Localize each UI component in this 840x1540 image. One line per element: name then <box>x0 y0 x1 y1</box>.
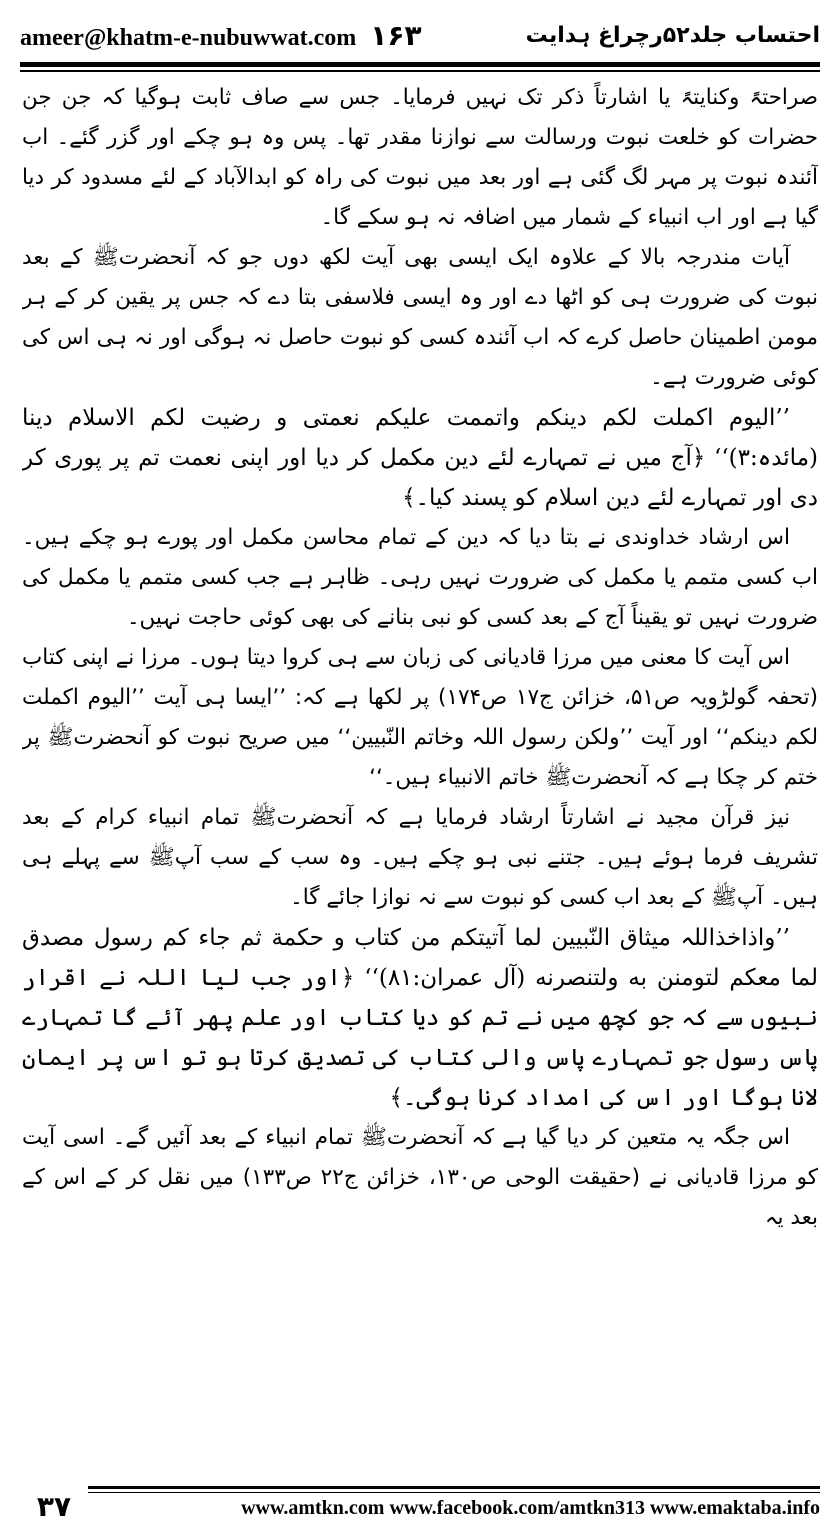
paragraph: نیز قرآن مجید نے اشارتاً ارشاد فرمایا ہے کہ آنحضرتﷺ تمام انبیاء کرام کے بعد تشریف فرما ہوئے ہیں۔ جتنے نبی ہو چکے ہیں۔ وہ سب کے سب آپﷺ سے پہلے ہی ہیں۔ آپﷺ کے بعد اب کسی کو نبوت سے نہ نوازا جائے گا۔ <box>22 805 818 910</box>
header-rule-thin <box>20 70 820 72</box>
footer-links: www.amtkn.com www.facebook.com/amtkn313 www.emaktaba.info <box>241 1497 820 1519</box>
paragraph: اس جگہ یہ متعین کر دیا گیا ہے کہ آنحضرتﷺ تمام انبیاء کے بعد آئیں گے۔ اسی آیت کو مرزا قادیانی نے (حقیقت الوحی ص۱۳۰، خزائن ج۲۲ ص۱۳۳) میں نقل کر کے اس کے بعد یہ <box>22 1125 818 1230</box>
header-left <box>20 19 422 52</box>
page-body <box>22 78 818 1468</box>
header-rule <box>20 62 820 67</box>
running-title: احتساب جلد۵۲رچراغ ہدایت <box>525 22 820 48</box>
quran-quote-paragraph: ’’الیوم اکملت لکم دینکم واتممت علیکم نعمتی و رضیت لکم الاسلام دینا (مائدہ:۳)‘‘ ﴿آج میں نے تمہارے لئے دین مکمل کر دیا اور اپنی نعمت تم پر پوری کر دی اور تمہارے لئے دین اسلام کو پسند کیا۔﴾ <box>22 405 818 511</box>
page-footer <box>20 1486 820 1526</box>
paragraph: اس آیت کا معنی میں مرزا قادیانی کی زبان سے ہی کروا دیتا ہوں۔ مرزا نے اپنی کتاب (تحفہ گولڑویہ ص۵۱، خزائن ج۱۷ ص۱۷۴) پر لکھا ہے کہ: ’’ایسا ہی آیت ’’الیوم اکملت لکم دینکم‘‘ اور آیت ’’ولکن رسول اللہ وخاتم النّبیین‘‘ میں صریح نبوت کو آنحضرتﷺ پر ختم کر چکا ہے کہ آنحضرتﷺ خاتم الانبیاء ہیں۔‘‘ <box>22 645 818 790</box>
paragraph: اس ارشاد خداوندی نے بتا دیا کہ دین کے تمام محاسن مکمل اور پورے ہو چکے ہیں۔ اب کسی متمم یا مکمل کی ضرورت نہیں رہی۔ ظاہر ہے جب کسی متمم یا مکمل کی ضرورت نہیں تو یقیناً آج کے بعد کسی کو نبی بنانے کی بھی کوئی حاجت نہیں۔ <box>22 525 818 630</box>
paragraph: آیات مندرجہ بالا کے علاوہ ایک ایسی بھی آیت لکھ دوں جو کہ آنحضرتﷺ کے بعد نبوت کی ضرورت ہی کو اٹھا دے اور وہ ایسی فلاسفی بتا دے کہ جس پر یقین کر کے ہر مومن اطمینان حاصل کرے کہ اب آئندہ کسی کو نبوت حاصل نہ ہوگی اور نہ ہی اس کی کوئی ضرورت ہے۔ <box>22 245 818 390</box>
page-header <box>20 12 820 58</box>
header-email: ameer@khatm-e-nubuwwat.com <box>20 24 357 51</box>
header-page-number: ۱۶۳ <box>370 18 422 52</box>
footer-rule <box>88 1486 820 1489</box>
paragraph: صراحتہً وکنایتہً یا اشارتاً ذکر تک نہیں فرمایا۔ جس سے صاف ثابت ہوگیا کہ جن جن حضرات کو خلعت نبوت ورسالت سے نوازنا مقدر تھا۔ پس وہ ہو چکے اور گزر گئے۔ اب آئندہ نبوت پر مہر لگ گئی ہے اور بعد میں نبوت کی راہ کو ابدالآباد کے لئے مسدود کر دیا گیا ہے اور اب انبیاء کے شمار میں اضافہ نہ ہو سکے گا۔ <box>22 85 818 230</box>
quran-quote-paragraph: ’’واذاخذاللہ میثاق النّبیین لما آتیتکم من کتاب و حکمة ثم جاء کم رسول مصدق لما معکم لتومنن به ولتنصرنه (آل عمران:۸۱)‘‘ ﴿اور جب لیا اللہ نے اقرار نبیوں سے کہ جو کچھ میں نے تم کو دیا کتاب اور علم پھر آئے گا تمہارے پاس رسول جو تمہارے پاس والی کتاب کی تصدیق کرتا ہو تو اس پر ایمان لانا ہوگا اور اس کی امداد کرنا ہوگی۔﴾ <box>22 925 818 1111</box>
footer-bar <box>88 1486 820 1526</box>
footer-page-number: ۳۷ <box>36 1489 72 1523</box>
